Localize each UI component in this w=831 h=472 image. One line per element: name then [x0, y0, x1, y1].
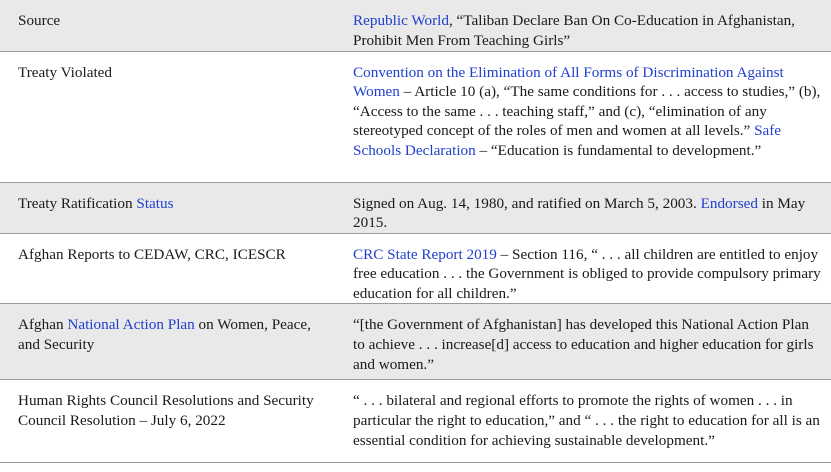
cell-text: Afghan [18, 316, 68, 334]
row-label [0, 233, 336, 304]
cell-text: “ . . . bilateral and regional efforts to promote the rights of women . . . in particular the right to education,” and “ . . . the right to education for all is an essential condition for achieving sustainable development.” [353, 392, 820, 449]
cell-text: Treaty Violated [18, 63, 113, 81]
cell-text: on Women, Peace, and Security [18, 316, 311, 354]
row-value [336, 304, 831, 380]
table-row [0, 233, 831, 304]
reference-link[interactable]: National Action Plan [67, 316, 195, 334]
row-value [336, 51, 831, 182]
cell-text: in May 2015. [353, 194, 806, 232]
cell-text: Treaty Ratification [18, 194, 137, 212]
cell-text: “[the Government of Afghanistan] has developed this National Action Plan to achieve . . . increase[d] access to education and higher education for girls and women.” [353, 316, 814, 373]
table-row [0, 51, 831, 182]
row-label [0, 304, 336, 380]
row-label [0, 0, 336, 51]
table-row [0, 380, 831, 463]
reference-link[interactable]: Status [136, 194, 174, 212]
cell-text: Human Rights Council Resolutions and Security Council Resolution – July 6, 2022 [18, 392, 314, 430]
table-row [0, 0, 831, 51]
row-label [0, 51, 336, 182]
row-value [336, 233, 831, 304]
reference-link[interactable]: Convention on the Elimination of All Forms of Discrimination Against Women [353, 63, 784, 101]
row-value [336, 182, 831, 233]
reference-link[interactable]: Safe Schools Declaration [353, 122, 782, 159]
reference-link[interactable]: CRC State Report 2019 [353, 245, 497, 263]
reference-link[interactable]: Endorsed [700, 194, 758, 212]
cell-text: , “Taliban Declare Ban On Co-Education in Afghanistan, Prohibit Men From Teaching Girls” [353, 12, 795, 49]
row-value [336, 0, 831, 51]
table-row [0, 304, 831, 380]
row-label [0, 182, 336, 233]
row-label [0, 380, 336, 463]
reference-link[interactable]: Republic World [353, 12, 449, 29]
cell-text: – Article 10 (a), “The same conditions for . . . access to studies,” (b), “Access to the same . . . teaching staff,” and (c), “elimination of any stereotyped concept of the roles of men and women at all levels.” [353, 83, 821, 140]
row-value [336, 380, 831, 463]
cell-text: – “Education is fundamental to development.” [475, 141, 762, 159]
cell-text: Source [18, 12, 61, 29]
cell-text: – Section 116, “ . . . all children are entitled to enjoy free education . . . the Government is obliged to provide compulsory primary education for all children.” [353, 245, 821, 302]
table-row [0, 182, 831, 233]
cell-text: Signed on Aug. 14, 1980, and ratified on March 5, 2003. [353, 194, 701, 212]
cell-text: Afghan Reports to CEDAW, CRC, ICESCR [18, 245, 286, 263]
